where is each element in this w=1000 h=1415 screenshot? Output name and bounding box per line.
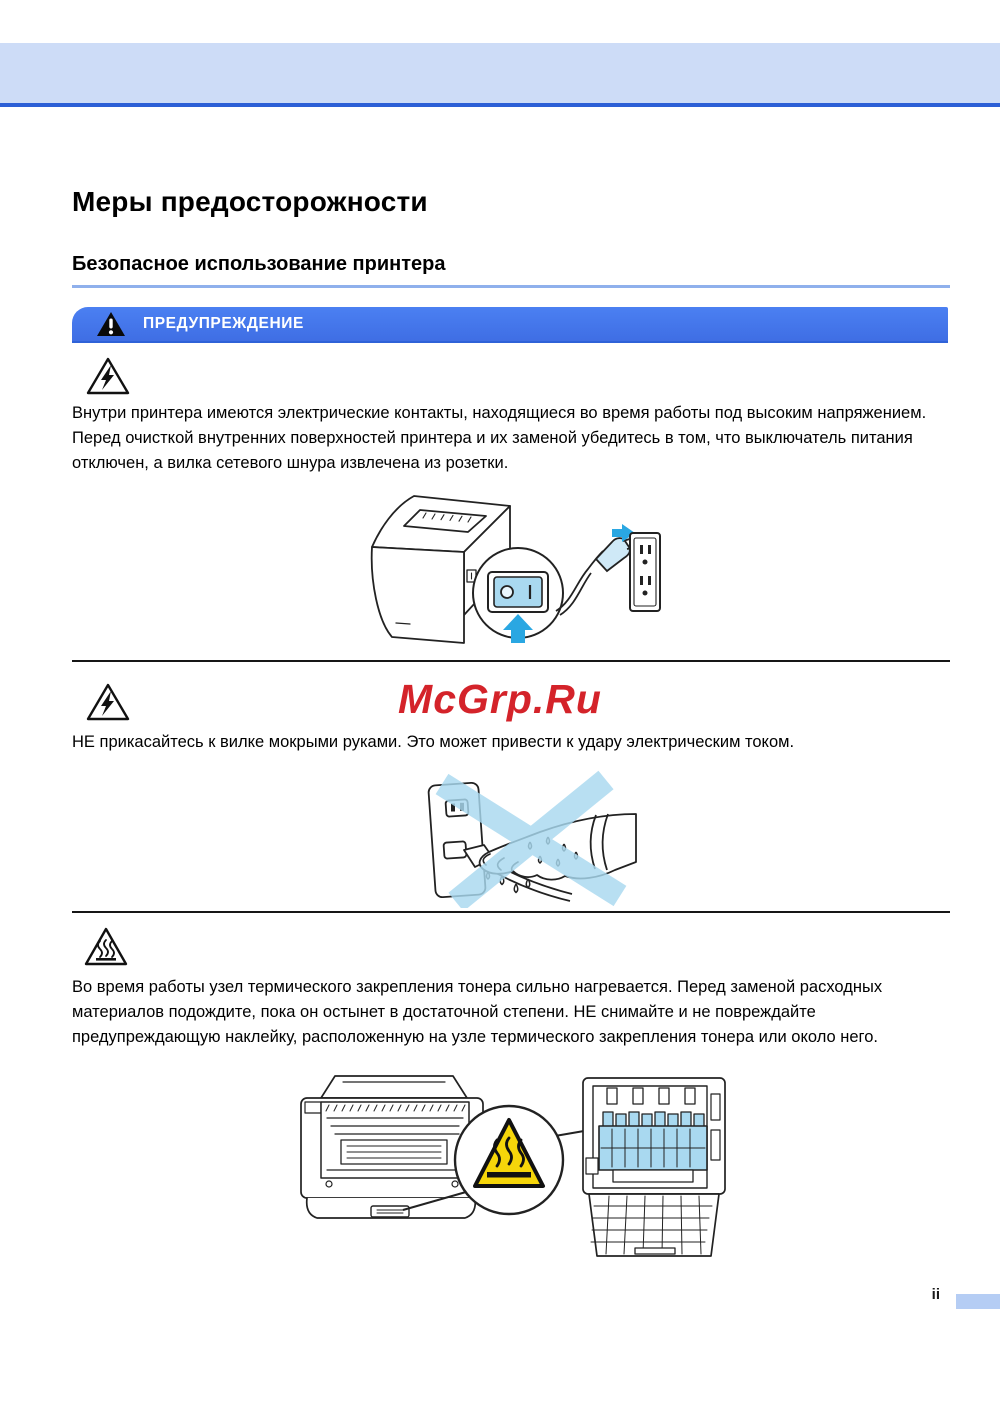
section-title-underline: [72, 253, 950, 288]
printer-power-switch-illustration: [360, 483, 664, 658]
warning-label: ПРЕДУПРЕЖДЕНИЕ: [143, 315, 304, 332]
divider: [72, 660, 950, 662]
paragraph-high-voltage: Внутри принтера имеются электрические контакты, находящиеся во время работы под высоким напряжением. Перед очисткой внутренних поверхностей принтера и их заменой убедитесь в том, что выключатель питания отключен, а вилка сетевого шнура извлечена из розетки.: [72, 404, 927, 472]
divider: [72, 911, 950, 913]
hot-surface-icon: [84, 926, 128, 973]
hot-fuser-location-illustration: [283, 1072, 737, 1273]
paragraph-hot-fuser: Во время работы узел термического закрепления тонера сильно нагревается. Перед заменой расходных материалов подождите, пока он остынет в достаточной степени. НЕ снимайте и не повреждайте предупреждающую наклейку, расположенную на узле термического закрепления тонера или около него.: [72, 978, 883, 1046]
warning-header-bar: [72, 307, 948, 343]
warning-exclamation-icon: [96, 311, 126, 338]
section-title: Безопасное использование принтера: [72, 253, 446, 275]
footer-accent-tab: [956, 1294, 1000, 1309]
header-banner: [0, 43, 1000, 107]
page-number: ii: [931, 1286, 940, 1303]
page-title: Меры предосторожности: [72, 186, 428, 217]
watermark: McGrp.Ru: [398, 676, 602, 722]
high-voltage-icon: [86, 356, 130, 401]
paragraph-wet-hands: НЕ прикасайтесь к вилке мокрыми руками. Это может привести к удару электрическим током.: [72, 733, 795, 751]
wet-hands-prohibition-illustration: [418, 770, 648, 913]
